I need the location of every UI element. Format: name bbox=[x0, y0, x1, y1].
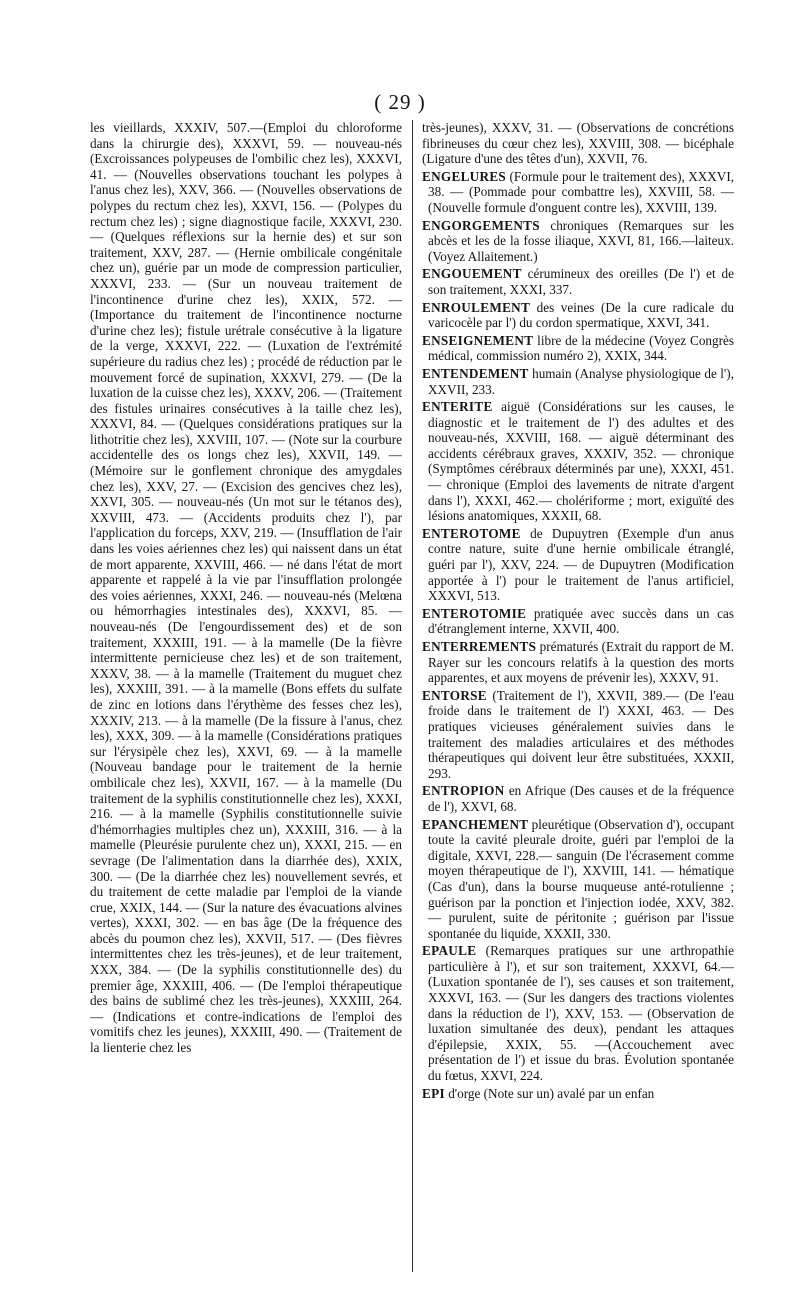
entry-heading: ENGOUEMENT bbox=[422, 266, 522, 282]
entry-heading: EPI bbox=[422, 1085, 445, 1101]
entry-text: cérumineux des oreilles (De l') et de son traitement, XXXI, 337. bbox=[428, 266, 735, 297]
index-entry-entendement bbox=[422, 366, 734, 397]
entry-heading: ENTERREMENTS bbox=[422, 639, 537, 654]
index-entry-enseignement bbox=[422, 333, 734, 364]
page-number: ( 29 ) bbox=[374, 90, 426, 114]
entry-heading: ENGORGEMENTS bbox=[422, 217, 540, 233]
entry-heading: ENGELURES bbox=[422, 168, 507, 184]
entry-heading: ENSEIGNEMENT bbox=[422, 332, 534, 348]
left-column-text: les vieillards, XXXIV, 507.—(Emploi du chloroforme dans la chirurgie des), XXXVI, 59. — nouveau-nés (Excroissances polypeuses de l'ombilic chez les), XXXVI, 41. — (Nouvelles observations touchant les polypes à l'anus chez les), XXV, 366. — (Nouvelles observations de polypes du rectum chez les), XXVI, 156. — (Polypes du rectum chez les) ; signe diagnostique facile, XXXVI, 230. — (Quelques réflexions sur la hernie des) et sur son traitement, XXV, 287. — (Hernie ombilicale congénitale chez un), guérie par un mode de compression particulier, XXXVI, 233. — (Sur un nouveau traitement de l'incontinence d'urine chez les), XXIX, 572. — (Importance du traitement de l'incontinence nocturne d'urine chez les); fistule urétrale consécutive à la ligature de la verge, XXXVI, 222. — (Luxation de l'extrémité supérieure du radius chez les) ; procédé de réduction par le mouvement forcé de supination, XXXVI, 279. — (De la luxation de la cuisse chez les), XXXV, 206. — (Traitement des fistules urinaires consécutives à la taille chez les), XXXVI, 84. — (Quelques considérations pratiques sur la lithotritie chez les), XXVIII, 107. — (Note sur la courbure accidentelle des os longs chez les), XXVII, 149. — (Mémoire sur le gonflement chronique des amygdales chez les), XXV, 27. — (Excision des gencives chez les), XXVI, 305. — nouveau-nés (Un mot sur le tétanos des), XXVIII, 473. — (Accidents produits chez l'), par l'application du forceps, XXV, 219. — (Insufflation de l'air dans les voies aériennes chez les) qui naissent dans un état de mort apparente, XXVIII, 466. — né dans l'état de mort apparente et rappelé à la vie par l'insufflation prolongée des voies aériennes, XXXI, 246. — nouveau-nés (Melœna ou hémorrhagies intestinales des), XXXVI, 85. — nouveau-nés (De l'engourdissement des) et de son traitement, XXXIII, 191. — à la mamelle (De la fièvre intermittente pernicieuse chez les) et de son traitement, XXXV, 38. — à la mamelle (Traitement du muguet chez les), XXXIII, 391. — à la mamelle (Bons effets du sulfate de zinc en lotions dans l'érythème des fesses chez les), XXXIV, 213. — à la mamelle (De la fissure à l'anus, chez les), XXX, 309. — à la mamelle (Considérations pratiques sur l'érysipèle chez les), XXVI, 69. — à la mamelle (Nouveau bandage pour le traitement de la hernie ombilicale chez les), XXVII, 167. — à la mamelle (Du traitement de la syphilis constitutionnelle chez les), XXXI, 216. — à la mamelle (Syphilis constitutionnelle suivie d'hémorrhagies multiples chez un), XXXIII, 316. — à la mamelle (Pleurésie purulente chez un), XXXI, 215. — en sevrage (De l'alimentation dans la diarrhée des), XXIX, 300. — (De la diarrhée chez les) nouvellement sevrés, et du traitement de cette maladie par l'emploi de la viande crue, XXIX, 144. — (Sur la nature des évacuations alvines vertes), XXXI, 302. — en bas âge (De la fréquence des abcès du poumon chez les), XXVII, 517. — (Des fièvres intermittentes chez les très-jeunes), et de leur traitement, XXX, 384. — (De la syphilis constitutionnelle des) du premier âge, XXXIII, 406. — (De l'emploi thérapeutique des bains de sublimé chez les très-jeunes), XXXIII, 264. — (Indications et contre-indications de l'emploi des vomitifs chez les jeunes), XXXIII, 490. — (Traitement de la lienterie chez les bbox=[90, 120, 402, 1056]
entry-text: des veines (De la cure radicale du varicocèle par l') du cordon spermatique, XXVI, 341. bbox=[428, 299, 735, 331]
entry-text: libre de la médecine (Voyez Congrès médical, commission numéro 2), XXIX, 344. bbox=[428, 332, 734, 364]
entry-heading: EPANCHEMENT bbox=[422, 816, 529, 832]
entry-text: (Traitement de l'), XXVII, 389.— (De l'eau froide dans le traitement de l') XXXI, 463. — Des pratiques vicieuses généralement suivies dans le traitement des maladies articulaires et des méthodes thérapeutiques qui doivent leur être substituées, XXXII, 293. bbox=[428, 687, 734, 781]
entry-text: pleurétique (Observation d'), occupant toute la cavité pleurale droite, guéri par l'emploi de la digitale, XXVI, 228.— sanguin (De l'écrasement comme moyen thérapeutique de l'), XXVIII, 141. — hématique (Cas d'un), dans la bourse muqueuse anté-rotulienne ; guérison par la ponction et l'injection iodée, XXV, 382. — purulent, suite de péritonite ; guérison par l'issue spontanée du liquide, XXXII, 330. bbox=[428, 816, 734, 941]
index-entry-enterite bbox=[422, 399, 734, 524]
entry-text: (Formule pour le traitement des), XXXVI, 38. — (Pommade pour combattre les), XXVIII, 58. — (Nouvelle formule d'onguent contre les), XXVIII, 139. bbox=[428, 168, 735, 215]
index-entry-enterrements bbox=[422, 639, 734, 686]
index-entry-entropion bbox=[422, 783, 734, 814]
right-column bbox=[422, 120, 734, 1103]
entry-text: pratiquée avec succès dans un cas d'étranglement interne, XXVII, 400. bbox=[428, 605, 734, 637]
entry-text: de Dupuytren (Exemple d'un anus contre nature, suite d'une hernie ombilicale étranglé, guéri par l'), XXV, 224. — de Dupuytren (Modification apportée à l') pour le traitement de l'anus artificiel, XXXVI, 513. bbox=[428, 525, 734, 604]
index-entry-enterotome bbox=[422, 526, 734, 604]
entry-text: prématurés (Extrait du rapport de M. Rayer sur les concours relatifs à la question des morts apparentes, et aux moyens de prévenir les), XXXV, 91. bbox=[428, 639, 734, 686]
entry-text: aiguë (Considérations sur les causes, le diagnostic et le traitement de l') des adultes et des nouveau-nés, XXVIII, 168. — aiguë déterminant des accidents cérébraux graves, XXXIV, 352. — chronique (Symptômes cérébraux déterminés par une), XXXI, 451. — chronique (Emploi des lavements de nitrate d'argent dans l'), XXXI, 462.— cholériforme ; mort, exiguïté des lésions anatomiques, XXXII, 68. bbox=[428, 399, 734, 524]
index-entry-entorse bbox=[422, 688, 734, 782]
entry-text: en Afrique (Des causes et de la fréquence de l'), XXVI, 68. bbox=[428, 783, 735, 814]
index-entry-epi bbox=[422, 1086, 734, 1102]
entry-heading: ENTORSE bbox=[422, 687, 487, 703]
right-column-continuation: très-jeunes), XXXV, 31. — (Observations de concrétions fibrineuses du cœur chez les), XXVIII, 308. — bicéphale (Ligature d'une des têtes d'un), XXVII, 76. bbox=[422, 120, 734, 167]
index-entry-epanchement bbox=[422, 817, 734, 942]
index-entry-engorgements bbox=[422, 218, 734, 265]
entry-heading: EPAULE bbox=[422, 943, 477, 959]
index-entry-engouement bbox=[422, 266, 734, 297]
entry-text: humain (Analyse physiologique de l'), XXVII, 233. bbox=[428, 365, 734, 397]
entry-text: (Remarques pratiques sur une arthropathie particulière à l'), et sur son traitement, XXXVI, 64.—(Luxation spontanée de l'), ses causes et son traitement, XXXVI, 163. — (Sur les dangers des tractions violentes dans la réduction de l'), XXV, 153. — (Observation de luxation simultanée des deux), pendant les attaques d'épilepsie, XXIX, 55. —(Accouchement avec présentation de l') et issue du bras. Évolution spontanée du fœtus, XXVI, 224. bbox=[428, 943, 734, 1084]
entry-heading: ENTERITE bbox=[422, 399, 493, 415]
entry-heading: ENTENDEMENT bbox=[422, 365, 529, 381]
entry-heading: ENTEROTOMIE bbox=[422, 605, 527, 621]
index-entry-enterotomie bbox=[422, 606, 734, 637]
index-entry-enroulement bbox=[422, 300, 734, 331]
left-column bbox=[90, 120, 402, 1058]
entry-heading: ENROULEMENT bbox=[422, 299, 531, 315]
index-entry-engelures bbox=[422, 169, 734, 216]
entry-heading: ENTEROTOME bbox=[422, 525, 521, 541]
index-entry-epaule bbox=[422, 943, 734, 1083]
column-divider bbox=[412, 120, 413, 1272]
entry-heading: ENTROPION bbox=[422, 783, 505, 799]
entry-text: chroniques (Remarques sur les abcès et les de la fosse iliaque, XXVI, 81, 166.—laiteux. (Voyez Allaitement.) bbox=[428, 217, 734, 264]
entry-text: d'orge (Note sur un) avalé par un enfan bbox=[448, 1085, 655, 1101]
